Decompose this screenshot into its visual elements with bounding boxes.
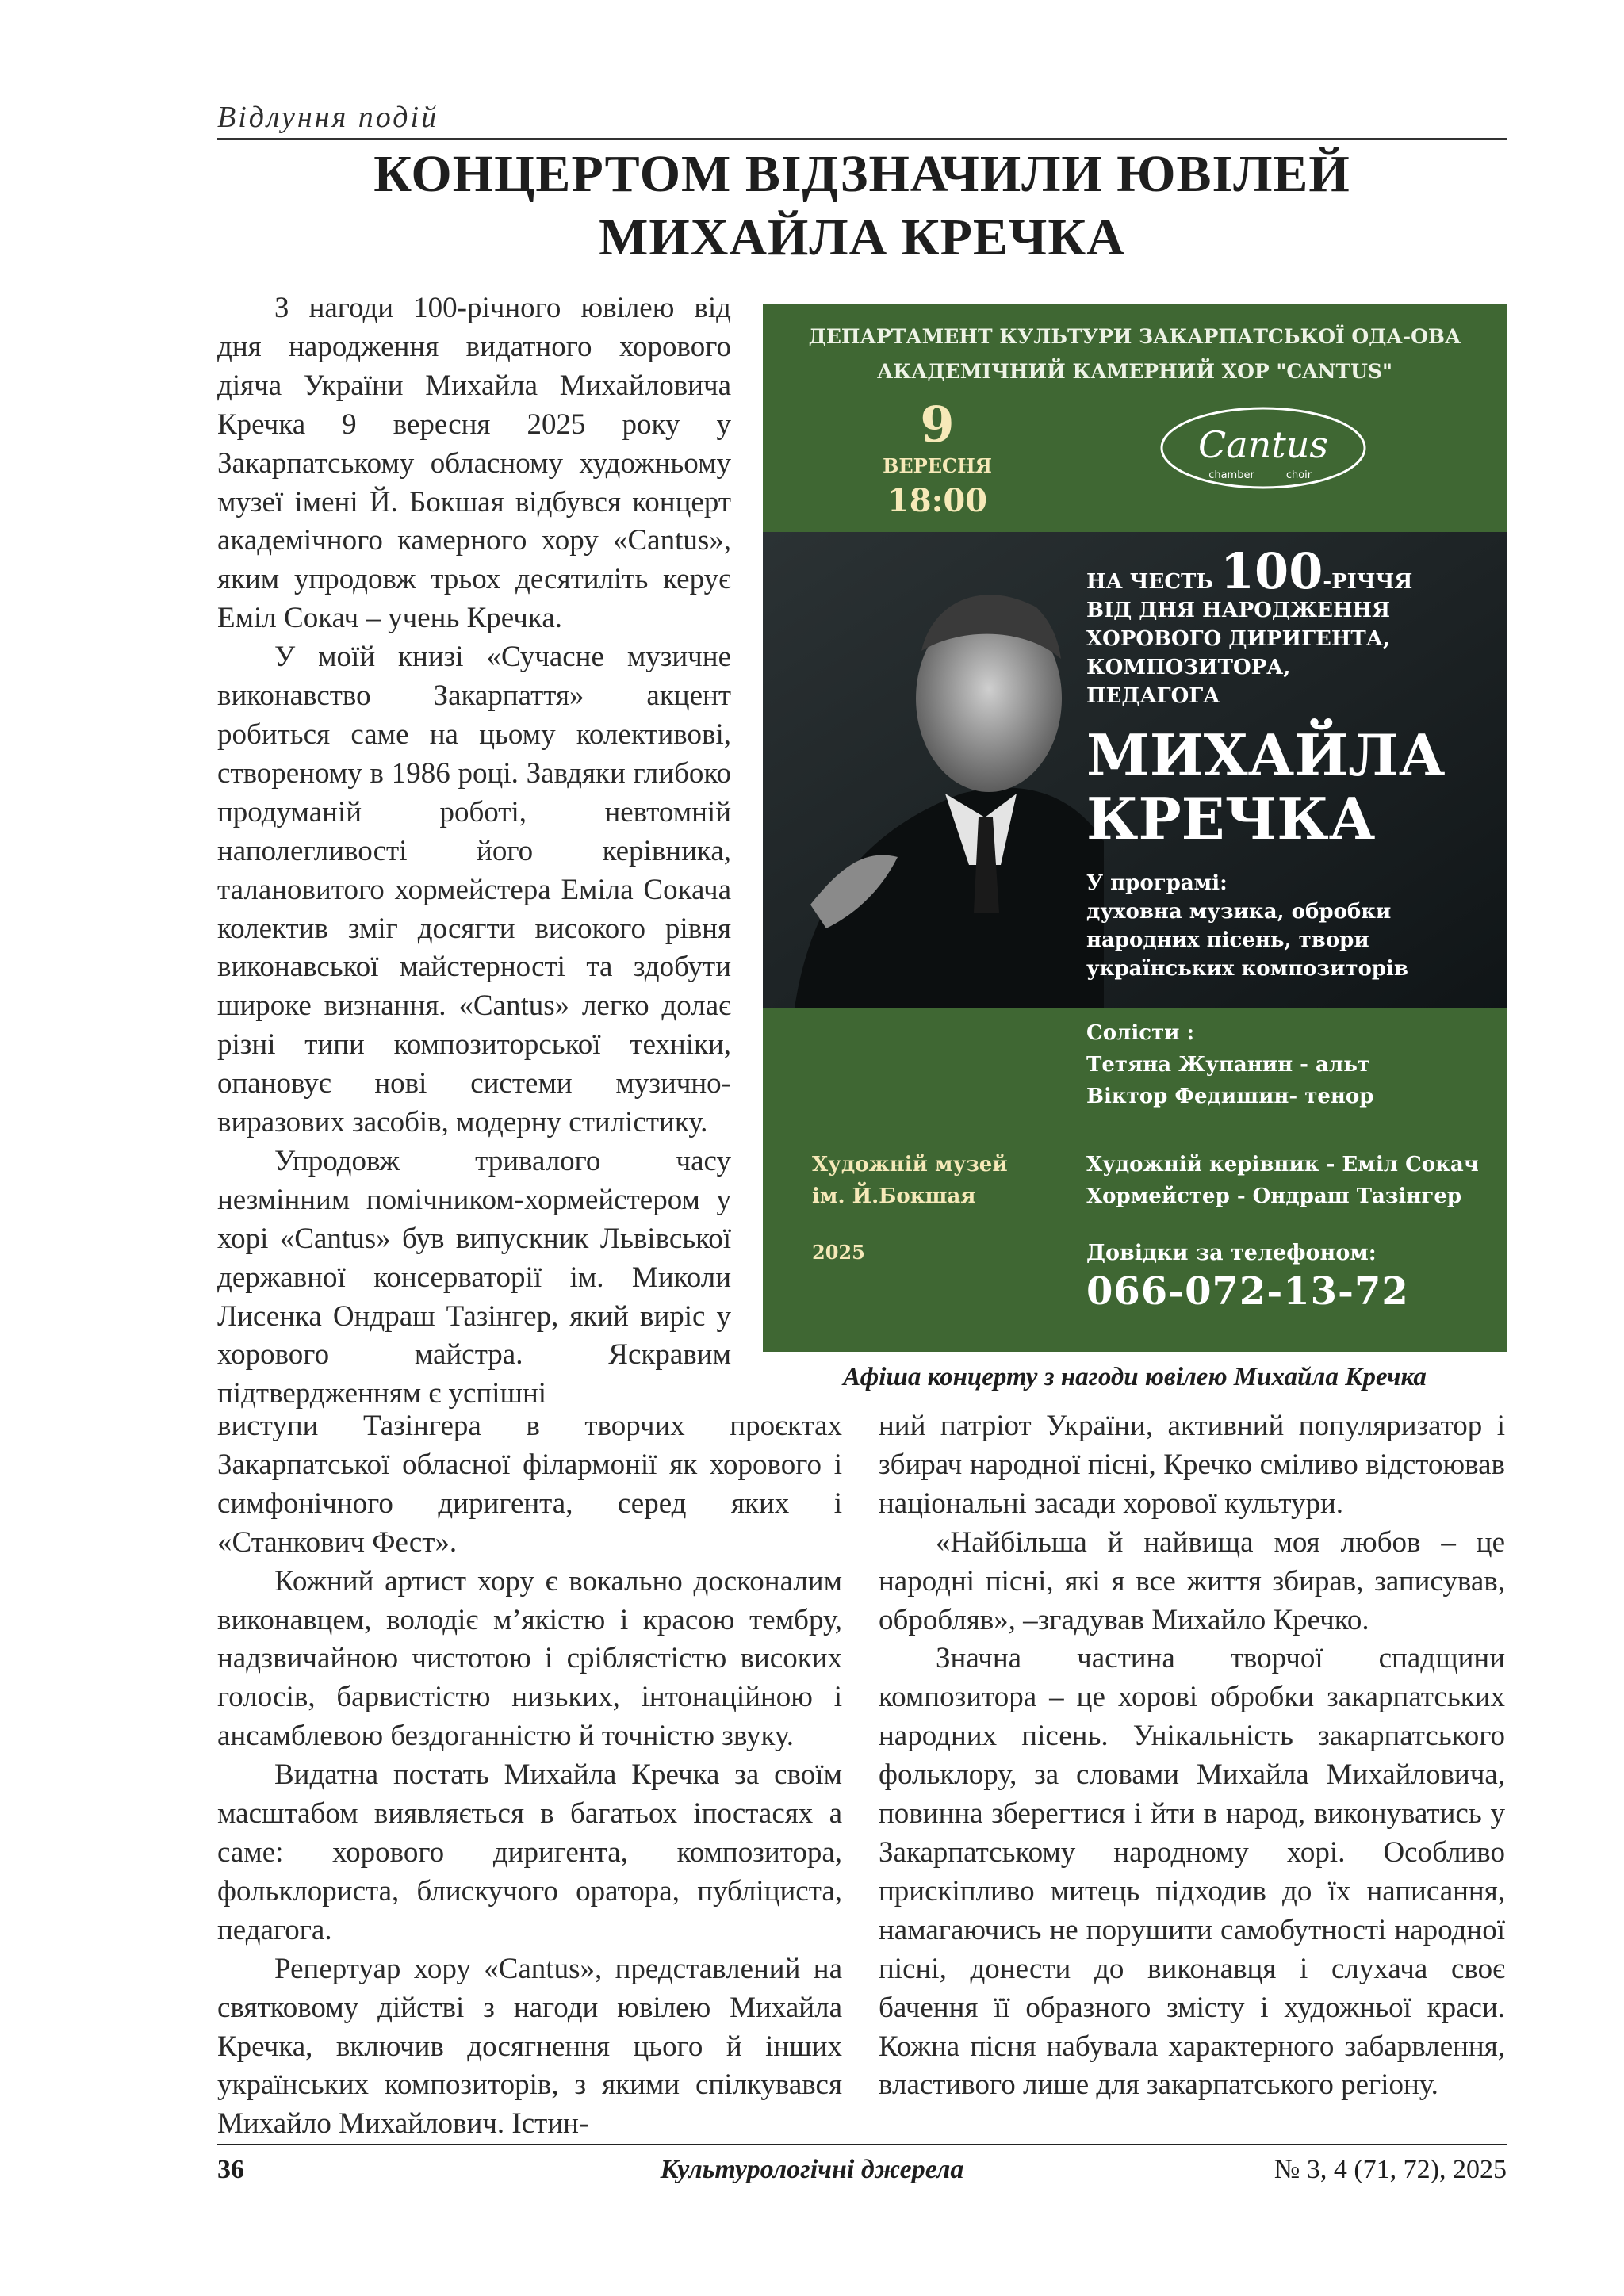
phone-number: 066-072-13-72 [1086,1269,1409,1314]
paragraph: Кожний артист хору є вокально досконалим виконавцем, володіє м’якістю і красою тембру, надзвичайною чистотою і сріблястістю високих голосів, барвистістю низьких, інтонаційною і ансамблевою бездоганністю й точністю звуку. [217,1564,842,1753]
poster-name-line-1: МИХАЙЛА [1086,721,1446,789]
headline-line-1: КОНЦЕРТОМ ВІДЗНАЧИЛИ ЮВІЛЕЙ [373,145,1350,203]
honor-line-2: ВІД ДНЯ НАРОДЖЕННЯ [1086,599,1391,622]
headline-line-2: МИХАЙЛА КРЕЧКА [599,209,1125,266]
paragraph: Видатна постать Михайла Кречка за своїм масштабом виявляється в багатьох іпостасях а саме: хорового диригента, композитора, фольклориста, блискучого оратора, публіциста, педагога. [217,1758,842,1946]
footer-rule [217,2144,1507,2145]
poster-name [1086,721,1499,852]
journal-title: Культурологічні джерела [660,2155,964,2184]
paragraph: Значна частина творчої спадщини композитора – це хорові обробки закарпатських народних пісень. Унікальність закарпатського фольклору, за словами Михайла Михайловича, повинна зберегтися і йти в народ, виконуватись у Закарпатському народному хорі. Особливо прискіпливо митець підходив до їх написання, намагаючись не порушити самобутності народної пісні, донести до виконавця і слухача своє бачення її образного змісту і художньої краси. Кожна пісня набувала характерного забарвлення, властивого лише для закарпатського регіону. [879,1642,1505,2102]
paragraph: ний патріот України, активний популяризатор і збирач народної пісні, Кречко сміливо відстоював національні засади хорової культури. [879,1410,1505,1520]
poster-time: 18:00 [887,482,988,519]
soloist-1: Тетяна Жупанин - альт [1086,1053,1370,1077]
honor-number: 100 [1220,542,1323,600]
honor-line-4: КОМПОЗИТОРА, [1086,656,1291,679]
poster-organizers [763,320,1507,389]
poster-program [1086,869,1499,983]
section-rubric: Відлуння подій [217,100,1507,140]
poster-year: 2025 [812,1241,865,1264]
honor-line-5: ПЕДАГОГА [1086,684,1220,708]
poster-day: 9 [920,396,955,453]
logo-sub-chamber: chamber [1208,469,1254,481]
paragraph: У моїй книзі «Сучасне музичне виконавство Закарпаття» акцент робиться саме на цьому колективові, створеному в 1986 році. Завдяки глибоко продуманій роботі, невтомній наполегливості його керівника, талановитого хормейстера Еміла Сокача колектив зміг досягти високого рівня виконавської майстерності та здобути широке визнання. «Cantus» легко долає різні типи композиторської техніки, опановує нові системи музично-виразових засобів, модерну стилістику. [217,641,731,1139]
article-headline [217,143,1507,270]
logo-sub-choir: choir [1285,469,1312,481]
phone-label: Довідки за телефоном: [1086,1241,1377,1265]
paragraph: З нагоди 100-річного ювілею від дня народження видатного хорового діяча України Михайла Михайловича Кречка 9 вересня 2025 року у Закарпатському обласному художньому музеї імені Й. Бокшая відбувся концерт академічного камерного хору «Cantus», яким упродовж трьох десятиліть керує Еміл Сокач – учень Кречка. [217,292,731,635]
program-line-2: народних пісень, твори [1086,928,1369,952]
article-column-right-bottom [879,1407,1505,2105]
poster-date [882,397,993,522]
soloists-label: Солісти : [1086,1021,1195,1045]
paragraph: Упродовж тривалого часу незмінним помічником-хормейстером у хорі «Cantus» був випускник Львівської державної консерваторії ім. Миколи Лисенка Ондраш Тазінгер, який виріс у хорового майстра. Яскравим підтвердженням є успішні [217,1144,731,1410]
honor-prefix: НА ЧЕСТЬ [1086,570,1213,594]
article-column-left-bottom [217,1407,842,2144]
page-number: 36 [217,2155,244,2184]
logo-wordmark: Cantus [1198,423,1328,466]
venue-line-1: Художній музей [812,1153,1008,1177]
honor-suffix: -РІЧЧЯ [1323,570,1413,594]
poster-name-line-2: КРЕЧКА [1086,785,1376,852]
artistic-director: Художній керівник - Еміл Сокач [1086,1153,1479,1177]
poster-caption: Афіша концерту з нагоди ювілею Михайла Кречка [843,1363,1427,1391]
soloist-2: Віктор Федишин- тенор [1086,1085,1374,1108]
program-label: У програмі: [1086,871,1228,895]
article-column-left-top [217,289,731,1414]
issue-info: № 3, 4 (71, 72), 2025 [1274,2155,1507,2184]
choirmaster: Хормейстер - Ондраш Тазінгер [1086,1184,1462,1208]
poster-org-line-1: ДЕПАРТАМЕНТ КУЛЬТУРИ ЗАКАРПАТСЬКОЇ ОДА-ОВА [808,325,1461,348]
poster-directors [1086,1149,1499,1212]
poster-venue [812,1149,1066,1212]
honor-line-3: ХОРОВОГО ДИРИГЕНТА, [1086,627,1391,651]
concert-poster [763,304,1507,1352]
poster-month: ВЕРЕСНЯ [883,454,992,477]
poster-org-line-2: АКАДЕМІЧНИЙ КАМЕРНИЙ ХОР "CANTUS" [876,360,1393,383]
program-line-1: духовна музика, обробки [1086,900,1392,924]
program-line-3: українських композиторів [1086,957,1408,981]
cantus-logo [1156,404,1370,499]
paragraph: «Найбільша й найвища моя любов – це народні пісні, які я все життя збирав, записував, обробляв», –згадував Михайло Кречко. [879,1525,1505,1636]
paragraph: виступи Тазінгера в творчих проєктах Закарпатської обласної філармонії як хорового і симфонічного диригента, серед яких і «Станкович Фест». [217,1410,842,1559]
venue-line-2: ім. Й.Бокшая [812,1184,976,1208]
poster-soloists [1086,1017,1499,1112]
poster-honor-text [1086,542,1499,710]
paragraph: Репертуар хору «Cantus», представлений на святковому дійстві з нагоди ювілею Михайла Кречка, включив досягнення цього й інших українських композиторів, з якими спілкувався Михайло Михайлович. Істин- [217,1952,842,2141]
